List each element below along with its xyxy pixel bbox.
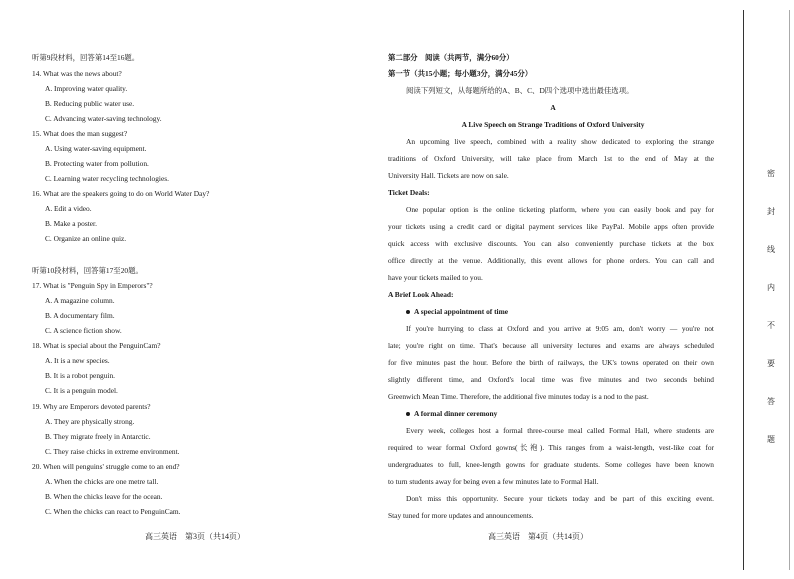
question-14: 14. What was the news about? [32, 69, 122, 78]
seal-warning-char: 题 [767, 435, 775, 444]
paragraph-line: quick access with exclusive discounts. You can also conveniently purchase tickets at the box [388, 239, 714, 248]
option-15b: B. Protecting water from pollution. [45, 159, 149, 168]
section-9-header: 听第9段材料，回答第14至16题。 [32, 53, 140, 62]
bullet-item [406, 409, 497, 418]
question-16: 16. What are the speakers going to do on World Water Day? [32, 189, 210, 198]
option-14a: A. Improving water quality. [45, 84, 128, 93]
bullet-item [406, 307, 508, 316]
paragraph-line: An upcoming live speech, combined with a reality show dedicated to exploring the strange [406, 137, 714, 146]
subheading-ticket-deals: Ticket Deals: [388, 188, 430, 197]
option-15a: A. Using water-saving equipment. [45, 144, 147, 153]
seal-warning-char: 答 [767, 397, 775, 406]
question-17: 17. What is "Penguin Spy in Emperors"? [32, 281, 153, 290]
option-18b: B. It is a robot penguin. [45, 371, 115, 380]
page-footer: 高三英语 第3页（共14页） [145, 532, 245, 541]
bullet-icon [406, 412, 410, 416]
seal-warning-char: 线 [767, 245, 775, 254]
option-20a: A. When the chicks are one metre tall. [45, 477, 159, 486]
binding-line [743, 10, 744, 570]
option-20c: C. When the chicks can react to PenguinCam. [45, 507, 181, 516]
question-18: 18. What is special about the PenguinCam? [32, 341, 161, 350]
question-19: 19. Why are Emperors devoted parents? [32, 402, 151, 411]
passage-letter: A [550, 103, 556, 112]
section-10-header: 听第10段材料，回答第17至20题。 [32, 266, 143, 275]
option-14c: C. Advancing water-saving technology. [45, 114, 162, 123]
paragraph-line: If you're hurrying to class at Oxford and you arrive at 9:05 am, don't worry — you're not [406, 324, 714, 333]
bullet-label: A special appointment of time [414, 307, 509, 316]
binding-margin [735, 0, 794, 579]
paragraph-line: late; you're right on time. That's because all university lectures and exams are always scheduled [388, 341, 714, 350]
page-4 [388, 0, 718, 579]
seal-warning-char: 不 [767, 321, 775, 330]
paragraph-line: for five minutes past the hour. Before the birth of railways, the UK's towns operated on their own [388, 358, 714, 367]
paragraph-line: required to wear formal Oxford gowns(长袍). This ranges from a waist-length, vest-like coat for [388, 443, 714, 452]
option-14b: B. Reducing public water use. [45, 99, 135, 108]
paragraph-line: Stay tuned for more updates and announcements. [388, 511, 534, 520]
seal-warning-char: 封 [767, 207, 775, 216]
bullet-icon [406, 310, 410, 314]
question-15: 15. What does the man suggest? [32, 129, 128, 138]
paragraph-line: University Hall. Tickets are now on sale. [388, 171, 509, 180]
option-17a: A. A magazine column. [45, 296, 115, 305]
seal-warning-char: 要 [767, 359, 775, 368]
seal-warning-char: 密 [767, 169, 775, 178]
paragraph-line: Every week, colleges host a formal three-course meal called Formal Hall, where students are [406, 426, 714, 435]
page-edge-line [789, 10, 790, 570]
option-17c: C. A science fiction show. [45, 326, 122, 335]
subheading-brief-look: A Brief Look Ahead: [388, 290, 454, 299]
page-3 [32, 0, 367, 579]
paragraph-line: office directly at the venue. Additionally, this event allows for phone orders. You can call and [388, 256, 714, 265]
question-20: 20. When will penguins' struggle come to an end? [32, 462, 180, 471]
paragraph-line: to turn students away for being even a few minutes late to Formal Hall. [388, 477, 599, 486]
option-18a: A. It is a new species. [45, 356, 110, 365]
option-19c: C. They raise chicks in extreme environment. [45, 447, 180, 456]
option-17b: B. A documentary film. [45, 311, 115, 320]
paragraph-line: slightly different time, and Oxford's local time was five minutes and two seconds behind [388, 375, 714, 384]
option-16a: A. Edit a video. [45, 204, 92, 213]
bullet-label: A formal dinner ceremony [414, 409, 498, 418]
paragraph-line: undergraduates to full, knee-length gowns for graduate students. Some colleges have been known [388, 460, 714, 469]
paragraph-line: traditions of Oxford University, will take place from March 1st to the end of May at the [388, 154, 714, 163]
seal-warning-char: 内 [767, 283, 775, 292]
passage-title: A Live Speech on Strange Traditions of Oxford University [461, 120, 645, 129]
paragraph-line: your tickets using a credit card or digital payment services like PayPal. Mobile apps often provide [388, 222, 714, 231]
page-footer: 高三英语 第4页（共14页） [488, 532, 588, 541]
option-19b: B. They migrate freely in Antarctic. [45, 432, 151, 441]
paragraph-line: have your tickets mailed to you. [388, 273, 483, 282]
option-18c: C. It is a penguin model. [45, 386, 118, 395]
paragraph-line: One popular option is the online ticketing platform, where you can easily book and pay for [406, 205, 714, 214]
option-16b: B. Make a poster. [45, 219, 97, 228]
paragraph-line: Greenwich Mean Time. Therefore, the additional five minutes today is a nod to the past. [388, 392, 649, 401]
section-1-header: 第一节（共15小题；每小题3分，满分45分） [388, 69, 533, 78]
part-2-header: 第二部分 阅读（共两节，满分60分） [388, 53, 514, 62]
option-16c: C. Organize an online quiz. [45, 234, 127, 243]
instructions: 阅读下列短文，从每题所给的A、B、C、D四个选项中选出最佳选项。 [406, 86, 634, 95]
option-20b: B. When the chicks leave for the ocean. [45, 492, 163, 501]
paragraph-line: Don't miss this opportunity. Secure your tickets today and be part of this exciting event. [406, 494, 714, 503]
option-15c: C. Learning water recycling technologies. [45, 174, 169, 183]
option-19a: A. They are physically strong. [45, 417, 135, 426]
